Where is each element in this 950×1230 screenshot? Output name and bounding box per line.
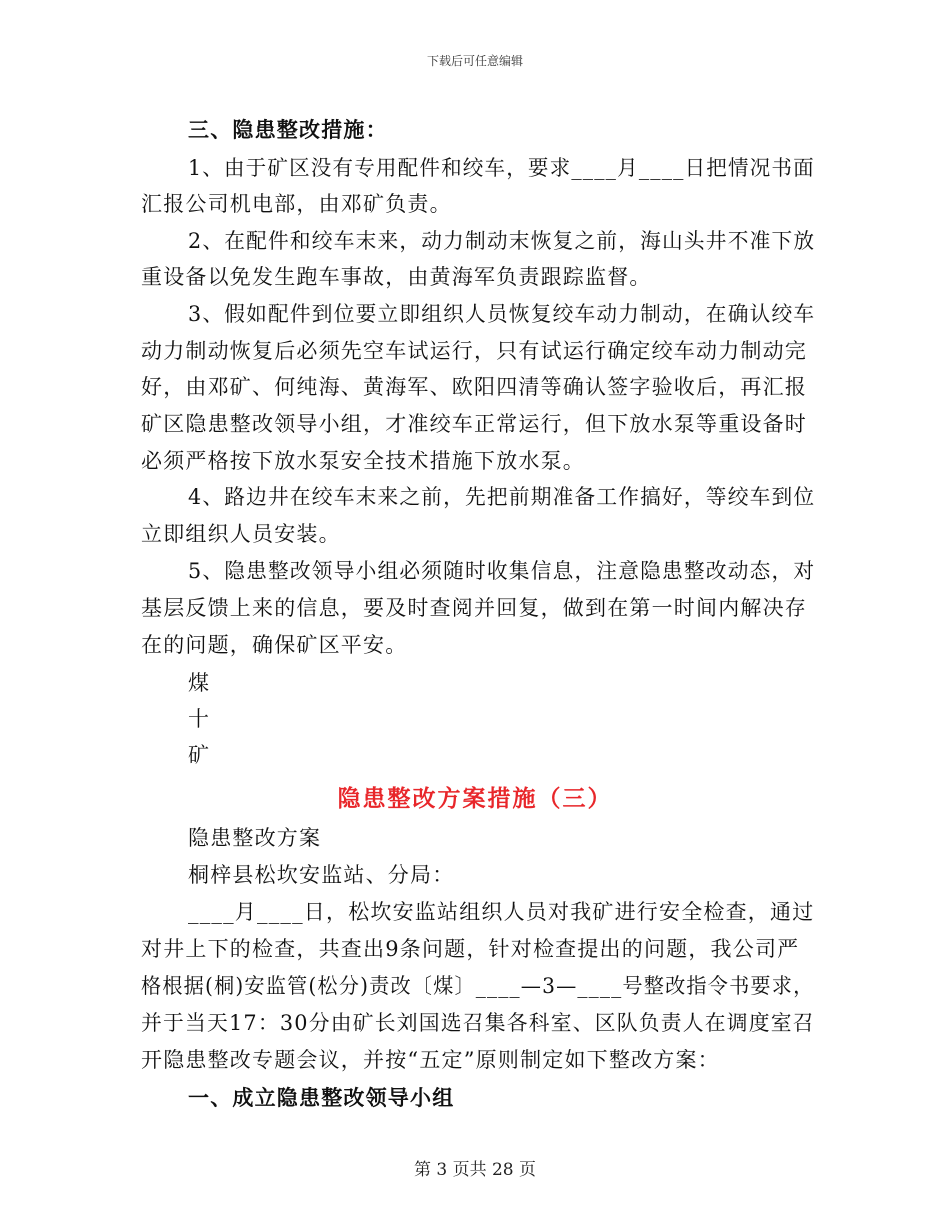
paragraph-line: ____月____日，松坎安监站组织人员对我矿进行安全检查，通过 xyxy=(188,900,815,924)
paragraph-line: 在的问题，确保矿区平安。 xyxy=(141,633,408,657)
paragraph-line: 必须严格按下放水泵安全技术措施下放水泵。 xyxy=(141,449,585,473)
paragraph-line: 开隐患整改专题会议，并按“五定”原则制定如下整改方案： xyxy=(141,1048,720,1072)
paragraph-line: 隐患整改方案 xyxy=(188,826,322,850)
paragraph-line: 动力制动恢复后必须先空车试运行，只有试运行确定绞车动力制动完 xyxy=(141,339,807,363)
document-title: 隐患整改方案措施（三） xyxy=(337,785,613,812)
paragraph-line: 5、隐患整改领导小组必须随时收集信息，注意隐患整改动态，对 xyxy=(188,559,816,583)
signature-char: 矿 xyxy=(188,743,211,767)
paragraph-line: 汇报公司机电部，由邓矿负责。 xyxy=(141,192,452,216)
paragraph-line: 对井上下的检查，共查出9条问题，针对检查提出的问题，我公司严 xyxy=(141,937,800,961)
paragraph-line: 4、路边井在绞车末来之前，先把前期准备工作搞好，等绞车到位 xyxy=(188,485,816,509)
page-header: 下载后可任意编辑 xyxy=(426,54,523,68)
paragraph-line: 基层反馈上来的信息，要及时查阅并回复，做到在第一时间内解决存 xyxy=(141,596,807,620)
paragraph-line: 桐梓县松坎安监站、分局： xyxy=(188,863,455,887)
paragraph-line: 矿区隐患整改领导小组，才准绞车正常运行，但下放水泵等重设备时 xyxy=(141,412,807,436)
section-heading: 三、隐患整改措施： xyxy=(188,117,388,142)
paragraph-line: 2、在配件和绞车末来，动力制动末恢复之前，海山头井不准下放 xyxy=(188,229,816,253)
section-subheading: 一、成立隐患整改领导小组 xyxy=(188,1085,455,1110)
paragraph-line: 3、假如配件到位要立即组织人员恢复绞车动力制动，在确认绞车 xyxy=(188,302,816,326)
paragraph-line: 重设备以免发生跑车事故，由黄海军负责跟踪监督。 xyxy=(141,265,652,289)
paragraph-line: 好，由邓矿、何纯海、黄海军、欧阳四清等确认签字验收后，再汇报 xyxy=(141,375,807,399)
signature-char: 煤 xyxy=(188,671,211,695)
page-number: 第 3 页共 28 页 xyxy=(413,1160,537,1180)
paragraph-line: 立即组织人员安装。 xyxy=(141,522,341,546)
paragraph-line: 1、由于矿区没有专用配件和绞车，要求____月____日把情况书面 xyxy=(188,156,815,180)
paragraph-line: 并于当天17：30分由矿长刘国选召集各科室、区队负责人在调度室召 xyxy=(141,1011,815,1035)
signature-char: 十 xyxy=(188,707,211,731)
paragraph-line: 格根据(桐)安监管(松分)责改〔煤〕____—3—____号整改指令书要求， xyxy=(141,974,815,998)
